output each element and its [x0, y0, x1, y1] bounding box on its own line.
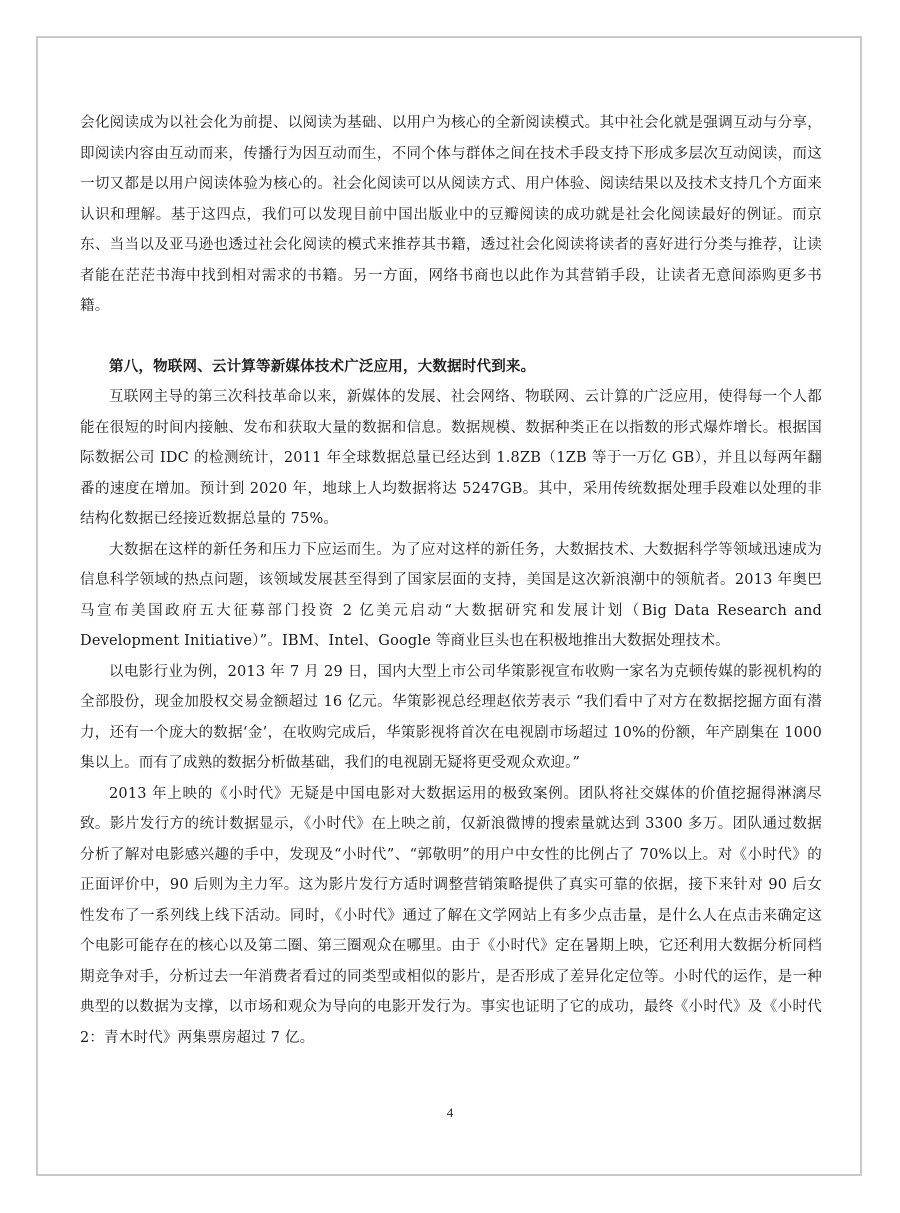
- paragraph-big-data-rise: 大数据在这样的新任务和压力下应运而生。为了应对这样的新任务，大数据技术、大数据科学等领域迅速成为信息科学领域的热点问题，该领域发展甚至得到了国家层面的支持，美国是这次新浪潮中的领航者。2013 年奥巴马宣布美国政府五大征募部门投资 2 亿美元启动“大数据研究和发展计划（Big Data Research and Development Initiative）”。IBM、Intel、Google 等商业巨头也在积极地推出大数据处理技术。: [80, 541, 822, 649]
- page-number: 4: [446, 1105, 454, 1120]
- section-heading-big-data: 第八，物联网、云计算等新媒体技术广泛应用，大数据时代到来。: [109, 357, 536, 375]
- paragraph-film-industry-example: 以电影行业为例，2013 年 7 月 29 日，国内大型上市公司华策影视宣布收购一家名为克顿传媒的影视机构的全部股份，现金加股权交易金额超过 16 亿元。华策影视总经理赵依芳表示 “我们看中了对方在数据挖掘方面有潜力，还有一个庞大的数据‘金’，在收购完成后，华策影视将首次在电视剧市场超过 10%的份额，年产剧集在 1000 集以上。而有了成熟的数据分析做基础，我们的电视剧无疑将更受观众欢迎。”: [80, 663, 822, 771]
- paragraph-tiny-times-case: 2013 年上映的《小时代》无疑是中国电影对大数据运用的极致案例。团队将社交媒体的价值挖掘得淋漓尽致。影片发行方的统计数据显示，《小时代》在上映之前，仅新浪微博的搜索量就达到 3300 多万。团队通过数据分析了解对电影感兴趣的手中，发现及“小时代”、“郭敬明”的用户中女性的比例占了 70%以上。对《小时代》的正面评价中，90 后则为主力军。这为影片发行方适时调整营销策略提供了真实可靠的依据，接下来针对 90 后女性发布了一系列线上线下活动。同时，《小时代》通过了解在文学网站上有多少点击量，是什么人在点击来确定这个电影可能存在的核心以及第二圈、第三圈观众在哪里。由于《小时代》定在暑期上映，它还利用大数据分析同档期竞争对手，分析过去一年消费者看过的同类型或相似的影片，是否形成了差异化定位等。小时代的运作，是一种典型的以数据为支撑，以市场和观众为导向的电影开发行为。事实也证明了它的成功，最终《小时代》及《小时代 2：青木时代》两集票房超过 7 亿。: [80, 785, 822, 1046]
- paragraph-social-reading: 会化阅读成为以社会化为前提、以阅读为基础、以用户为核心的全新阅读模式。其中社会化就是强调互动与分享，即阅读内容由互动而来，传播行为因互动而生，不同个体与群体之间在技术手段支持下形成多层次互动阅读，而这一切又都是以用户阅读体验为核心的。社会化阅读可以从阅读方式、用户体验、阅读结果以及技术支持几个方面来认识和理解。基于这四点，我们可以发现目前中国出版业中的豆瓣阅读的成功就是社会化阅读最好的例证。而京东、当当以及亚马逊也透过社会化阅读的模式来推荐其书籍，透过社会化阅读将读者的喜好进行分类与推荐，让读者能在茫茫书海中找到相对需求的书籍。另一方面，网络书商也以此作为其营销手段，让读者无意间添购更多书籍。: [80, 115, 822, 314]
- paragraph-data-growth: 互联网主导的第三次科技革命以来，新媒体的发展、社会网络、物联网、云计算的广泛应用，使得每一个人都能在很短的时间内接触、发布和获取大量的数据和信息。数据规模、数据种类正在以指数的形式爆炸增长。根据国际数据公司 IDC 的检测统计，2011 年全球数据总量已经达到 1.8ZB（1ZB 等于一万亿 GB），并且以每两年翻番的速度在增加。预计到 2020 年，地球上人均数据将达 5247GB。其中，采用传统数据处理手段难以处理的非结构化数据已经接近数据总量的 75%。: [80, 389, 822, 527]
- document-body: [80, 108, 822, 1053]
